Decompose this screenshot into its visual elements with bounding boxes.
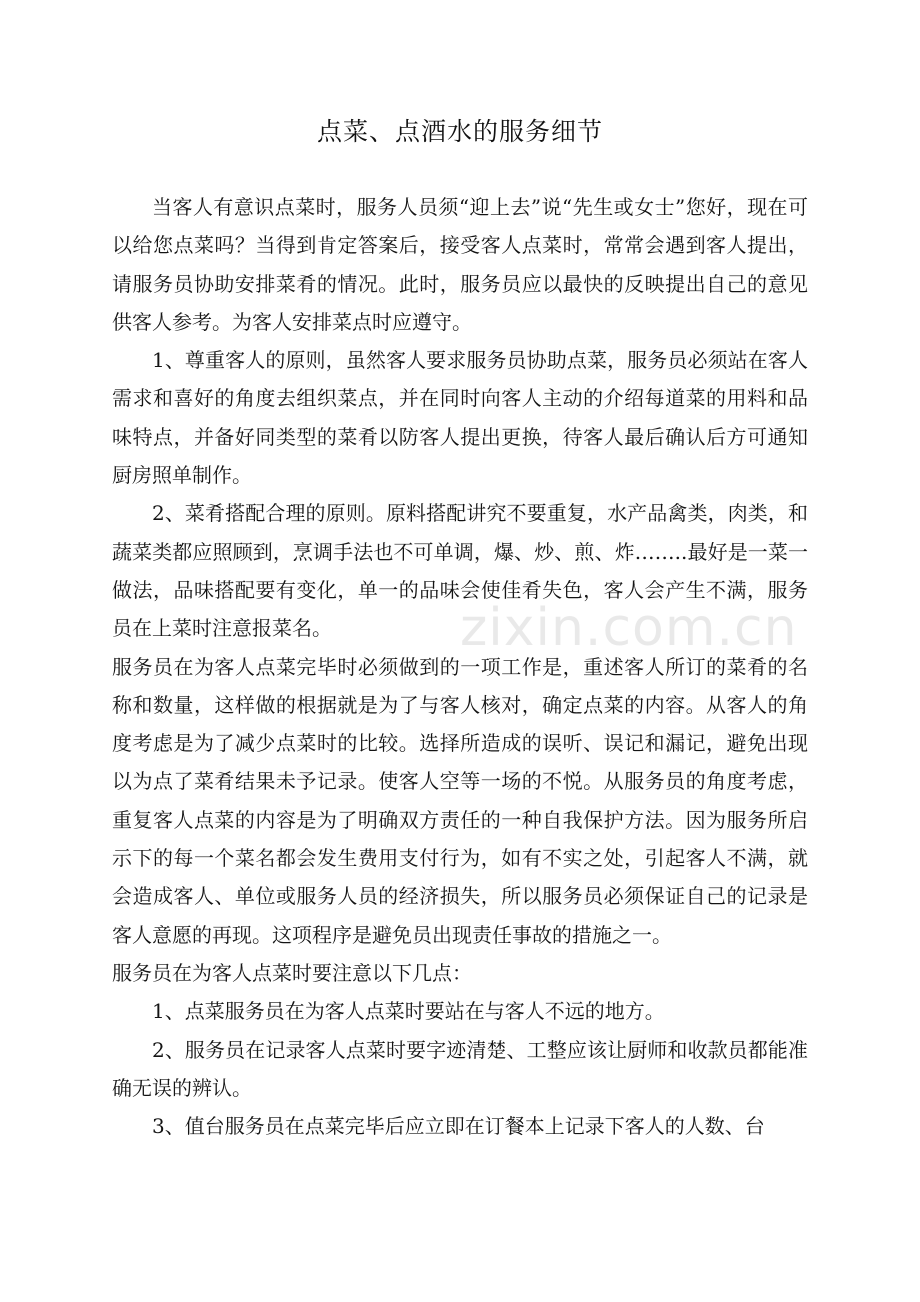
paragraph-principle-1: 1、尊重客人的原则，虽然客人要求服务员协助点菜，服务员必须站在客人需求和喜好的角度去组织菜点，并在同时向客人主动的介绍每道菜的用料和品味特点，并备好同类型的菜肴以防客人提出更换，待客人最后确认后方可通知厨房照单制作。 — [112, 348, 808, 488]
paragraph-note-2: 2、服务员在记录客人点菜时要字迹清楚、工整应该让厨师和收款员都能准确无误的辨认。 — [112, 1037, 808, 1100]
paragraph-intro: 当客人有意识点菜时，服务人员须“迎上去”说“先生或女士”您好，现在可以给您点菜吗？当得到肯定答案后，接受客人点菜时，常常会遇到客人提出，请服务员协助安排菜肴的情况。此时，服务员应以最快的反映提出自己的意见供客人参考。为客人安排菜点时应遵守。 — [112, 195, 808, 334]
paragraph-principle-2: 2、菜肴搭配合理的原则。原料搭配讲究不要重复，水产品禽类，肉类，和蔬菜类都应照顾到，烹调手法也不可单调，爆、炒、煎、炸……..最好是一菜一做法，品味搭配要有变化，单一的品味会使佳肴失色，客人会产生不满，服务员在上菜时注意报菜名。 — [112, 501, 808, 641]
paragraph-repeat-order: 服务员在为客人点菜完毕时必须做到的一项工作是，重述客人所订的菜肴的名称和数量，这样做的根据就是为了与客人核对，确定点菜的内容。从客人的角度考虑是为了减少点菜时的比较。选择所造成的误听、误记和漏记，避免出现以为点了菜肴结果未予记录。使客人空等一场的不悦。从服务员的角度考虑，重复客人点菜的内容是为了明确双方责任的一种自我保护方法。因为服务所启示下的每一个菜名都会发生费用支付行为，如有不实之处，引起客人不满，就会造成客人、单位或服务人员的经济损失，所以服务员必须保证自己的记录是客人意愿的再现。这项程序是避免员出现责任事故的措施之一。 — [112, 654, 808, 947]
paragraph-note-3: 3、值台服务员在点菜完毕后应立即在订餐本上记录下客人的人数、台 — [152, 1114, 765, 1139]
document-body — [112, 188, 808, 1145]
paragraph-notes-heading: 服务员在为客人点菜时要注意以下几点： — [112, 960, 472, 985]
paragraph-note-1: 1、点菜服务员在为客人点菜时要站在与客人不远的地方。 — [152, 999, 665, 1024]
document-title: 点菜、点酒水的服务细节 — [316, 117, 603, 146]
watermark: zixin.com.cn — [460, 598, 798, 658]
